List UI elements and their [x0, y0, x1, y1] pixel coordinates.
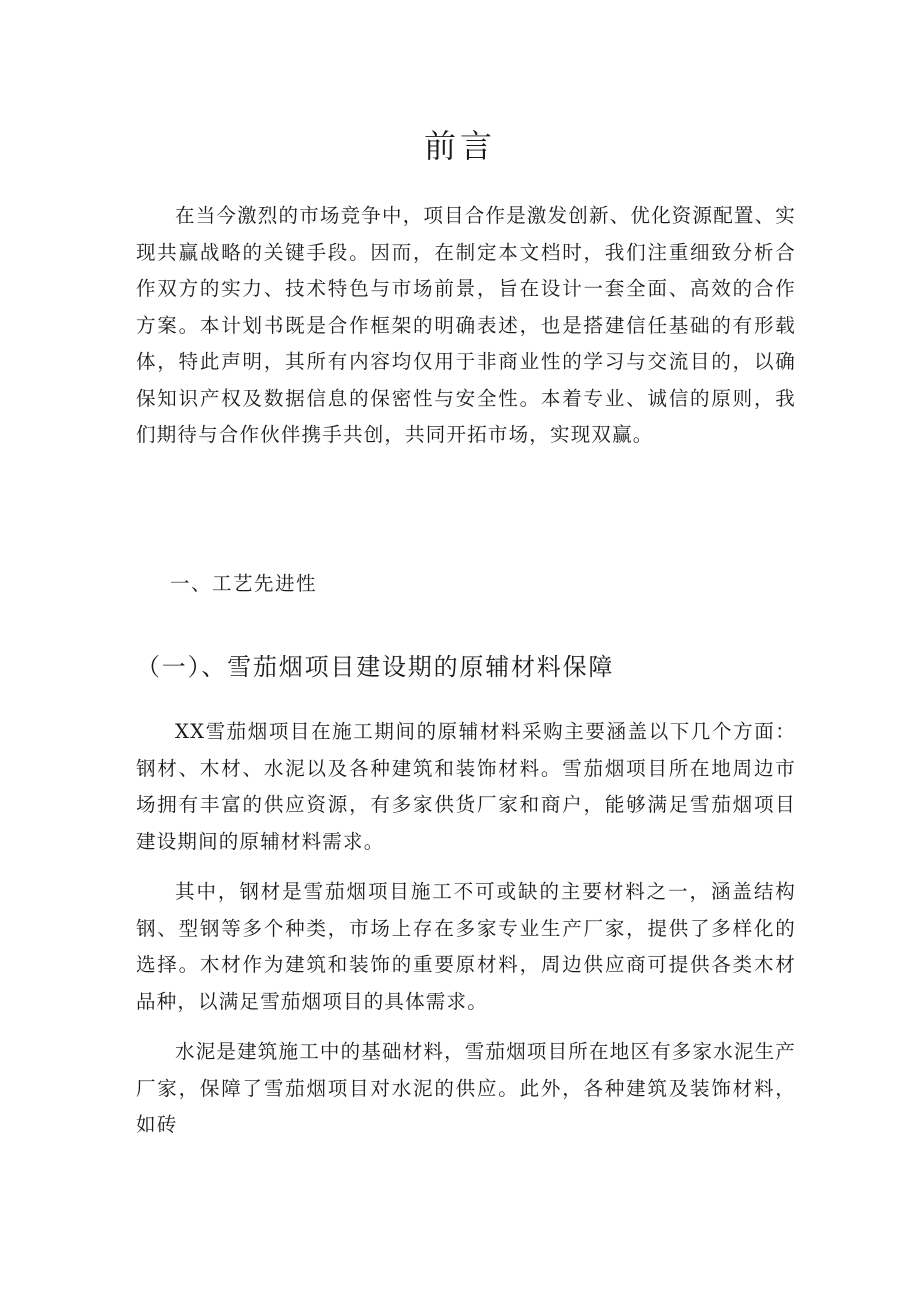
intro-block [136, 198, 796, 454]
subsection-heading: （一）、雪茄烟项目建设期的原辅材料保障 [136, 653, 615, 681]
body-block-1 [136, 714, 796, 860]
body-paragraph-1: XX雪茄烟项目在施工期间的原辅材料采购主要涵盖以下几个方面：钢材、木材、水泥以及各种建筑和装饰材料。雪茄烟项目所在地周边市场拥有丰富的供应资源，有多家供货厂家和商户，能够满足雪茄烟项目建设期间的原辅材料需求。 [136, 720, 796, 853]
section-heading: 一、工艺先进性 [170, 572, 318, 595]
body-block-3 [136, 1034, 796, 1144]
intro-paragraph: 在当今激烈的市场竞争中，项目合作是激发创新、优化资源配置、实现共赢战略的关键手段。因而，在制定本文档时，我们注重细致分析合作双方的实力、技术特色与市场前景，旨在设计一套全面、高效的合作方案。本计划书既是合作框架的明确表述，也是搭建信任基础的有形载体，特此声明，其所有内容均仅用于非商业性的学习与交流目的，以确保知识产权及数据信息的保密性与安全性。本着专业、诚信的原则，我们期待与合作伙伴携手共创，共同开拓市场，实现双赢。 [136, 204, 797, 446]
body-paragraph-2: 其中，钢材是雪茄烟项目施工不可或缺的主要材料之一，涵盖结构钢、型钢等多个种类，市场上存在多家专业生产厂家，提供了多样化的选择。木材作为建筑和装饰的重要原材料，周边供应商可提供各类木材品种，以满足雪茄烟项目的具体需求。 [136, 880, 796, 1013]
page-title: 前言 [423, 127, 496, 165]
body-block-2 [136, 874, 796, 1020]
body-paragraph-3: 水泥是建筑施工中的基础材料，雪茄烟项目所在地区有多家水泥生产厂家，保障了雪茄烟项目对水泥的供应。此外，各种建筑及装饰材料，如砖 [136, 1040, 797, 1136]
